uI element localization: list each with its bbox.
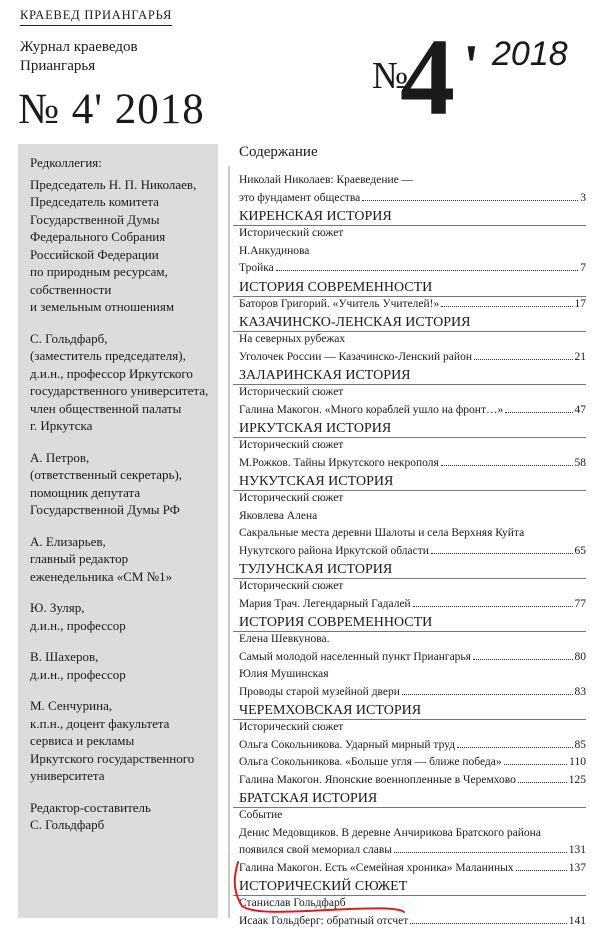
toc-entry bbox=[233, 296, 586, 314]
toc-entry-title: Галина Макогон. «Много кораблей ушло на фронт…» bbox=[239, 402, 503, 420]
toc-entry bbox=[233, 543, 586, 561]
toc-leader-dots bbox=[413, 606, 573, 607]
editorial-line: Государственной Думы РФ bbox=[30, 501, 218, 519]
editorial-line: Федерального Собрания bbox=[30, 228, 218, 246]
toc-leader-dots bbox=[410, 923, 566, 924]
toc-entry-title: Исаак Гольдберг: обратный отсчет bbox=[239, 913, 408, 930]
toc-entry bbox=[233, 754, 586, 772]
editorial-line: г. Иркутска bbox=[30, 417, 218, 435]
toc-entry-title: Ольга Сокольникова. Ударный мирный труд bbox=[239, 737, 455, 755]
toc-entry-title: Уголочек России — Казачинско-Ленский район bbox=[239, 349, 472, 367]
toc-line: Станислав Гольдфарб bbox=[233, 895, 586, 913]
toc-line: Юлия Мушинская bbox=[233, 666, 586, 684]
toc-entry bbox=[233, 260, 586, 278]
toc-line: Николай Николаев: Краеведение — bbox=[233, 172, 586, 190]
editorial-line: главный редактор bbox=[30, 550, 218, 568]
toc-leader-dots bbox=[394, 852, 567, 853]
toc-page-number: 58 bbox=[575, 455, 587, 473]
editorial-line: член общественной палаты bbox=[30, 400, 218, 418]
editorial-line: помощник депутата bbox=[30, 484, 218, 502]
editorial-line: Иркутского государственного bbox=[30, 750, 218, 768]
toc-section-title: ИСТОРИЯ СОВРЕМЕННОСТИ bbox=[233, 615, 586, 631]
editorial-line: по природным ресурсам, bbox=[30, 263, 218, 281]
editorial-member bbox=[30, 330, 218, 435]
issue-year: 2018 bbox=[492, 34, 568, 74]
toc-entry bbox=[233, 842, 586, 860]
toc-entry-title: появился свой мемориал славы bbox=[239, 842, 392, 860]
toc-entry bbox=[233, 190, 586, 208]
toc-entry-title: Проводы старой музейной двери bbox=[239, 684, 400, 702]
toc-leader-dots bbox=[474, 359, 573, 360]
toc-leader-dots bbox=[441, 306, 572, 307]
toc-leader-dots bbox=[276, 270, 578, 271]
toc-line: Исторический сюжет bbox=[233, 225, 586, 243]
toc-page-number: 3 bbox=[580, 190, 586, 208]
editorial-line: собственности bbox=[30, 281, 218, 299]
toc-entry bbox=[233, 455, 586, 473]
editorial-line: государственного университета, bbox=[30, 382, 218, 400]
toc-line: На северных рубежах bbox=[233, 331, 586, 349]
subtitle-line: Журнал краеведов bbox=[20, 38, 138, 57]
toc-section-title: КАЗАЧИНСКО-ЛЕНСКАЯ ИСТОРИЯ bbox=[233, 315, 586, 331]
toc-leader-dots bbox=[431, 553, 573, 554]
toc-page-number: 85 bbox=[575, 737, 587, 755]
editorial-line: Председатель Н. П. Николаев, bbox=[30, 176, 218, 194]
toc-heading: Содержание bbox=[239, 140, 586, 164]
toc-entry bbox=[233, 596, 586, 614]
editorial-member bbox=[30, 176, 218, 316]
editorial-line: С. Гольдфарб, bbox=[30, 330, 218, 348]
toc-page-number: 65 bbox=[575, 543, 587, 561]
editorial-line: (заместитель председателя), bbox=[30, 347, 218, 365]
toc-page-number: 47 bbox=[575, 402, 587, 420]
toc-page-number: 125 bbox=[569, 772, 586, 790]
editorial-line: д.и.н., профессор bbox=[30, 666, 218, 684]
toc-entry-title: М.Рожков. Тайны Иркутского некрополя bbox=[239, 455, 439, 473]
editorial-board-panel bbox=[18, 144, 218, 918]
toc-leader-dots bbox=[402, 694, 573, 695]
toc-section-title: ИСТОРИЯ СОВРЕМЕННОСТИ bbox=[233, 280, 586, 296]
toc-line: Елена Шевкунова. bbox=[233, 631, 586, 649]
toc-line: Исторический сюжет bbox=[233, 578, 586, 596]
toc-entry bbox=[233, 649, 586, 667]
toc-entry bbox=[233, 737, 586, 755]
toc-entry-title: Нукутского района Иркутской области bbox=[239, 543, 429, 561]
toc-entry-title: это фундамент общества bbox=[239, 190, 360, 208]
magazine-brand: КРАЕВЕД ПРИАНГАРЬЯ bbox=[20, 8, 172, 26]
editorial-line: Редактор-составитель bbox=[30, 799, 218, 817]
toc-section-title: КИРЕНСКАЯ ИСТОРИЯ bbox=[233, 209, 586, 225]
toc-page-number: 110 bbox=[569, 754, 586, 772]
toc-section-title: ЧЕРЕМХОВСКАЯ ИСТОРИЯ bbox=[233, 703, 586, 719]
toc-leader-dots bbox=[457, 747, 572, 748]
toc-entry bbox=[233, 349, 586, 367]
toc-section-title: НУКУТСКАЯ ИСТОРИЯ bbox=[233, 474, 586, 490]
toc-page-number: 80 bbox=[575, 649, 587, 667]
column-divider bbox=[228, 166, 230, 918]
toc-section-title: ИСТОРИЧЕСКИЙ СЮЖЕТ bbox=[233, 879, 586, 895]
toc-page-number: 137 bbox=[569, 860, 586, 878]
issue-apostrophe: ' bbox=[463, 36, 480, 96]
toc-section-title: ИРКУТСКАЯ ИСТОРИЯ bbox=[233, 421, 586, 437]
toc-leader-dots bbox=[504, 764, 568, 765]
toc-entry-title: Галина Макогон. Есть «Семейная хроника» Маланиных bbox=[239, 860, 514, 878]
toc-entry-title: Мария Трач. Легендарный Гадалей bbox=[239, 596, 411, 614]
magazine-subtitle bbox=[20, 38, 138, 76]
toc-entry-title: Баторов Григорий. «Учитель Учителей!» bbox=[239, 296, 439, 314]
issue-number: № 4' 2018 bbox=[18, 86, 205, 134]
toc-line: Сакральные места деревни Шалоты и села Верхняя Куйта bbox=[233, 525, 586, 543]
editorial-line: д.и.н., профессор Иркутского bbox=[30, 365, 218, 383]
editorial-member bbox=[30, 697, 218, 785]
toc-line: Исторический сюжет bbox=[233, 719, 586, 737]
editorial-line: и земельным отношениям bbox=[30, 298, 218, 316]
editorial-line: В. Шахеров, bbox=[30, 648, 218, 666]
toc-page-number: 131 bbox=[569, 842, 586, 860]
toc-line: Денис Медовщиков. В деревне Анчирикова Братского района bbox=[233, 825, 586, 843]
editorial-line: М. Сенчурина, bbox=[30, 697, 218, 715]
toc-page-number: 77 bbox=[575, 596, 587, 614]
toc-entry-title: Самый молодой населенный пункт Приангарья bbox=[239, 649, 471, 667]
editorial-member bbox=[30, 449, 218, 519]
toc-leader-dots bbox=[473, 659, 573, 660]
toc-page-number: 21 bbox=[575, 349, 587, 367]
editorial-line: д.и.н., профессор bbox=[30, 617, 218, 635]
toc-page-number: 7 bbox=[580, 260, 586, 278]
toc-entry-title: Тройка bbox=[239, 260, 274, 278]
editorial-line: С. Гольдфарб bbox=[30, 816, 218, 834]
editorial-member bbox=[30, 648, 218, 683]
toc-page-number: 83 bbox=[575, 684, 587, 702]
toc-line: Событие bbox=[233, 807, 586, 825]
toc-line: Н.Анкудинова bbox=[233, 243, 586, 261]
toc-leader-dots bbox=[505, 412, 572, 413]
editorial-line: А. Елизарьев, bbox=[30, 533, 218, 551]
toc-line: Исторический сюжет bbox=[233, 384, 586, 402]
editorial-board-title: Редколлегия: bbox=[30, 154, 218, 172]
toc-page-number: 17 bbox=[575, 296, 587, 314]
editorial-line: Ю. Зуляр, bbox=[30, 599, 218, 617]
editorial-line: Российской Федерации bbox=[30, 246, 218, 264]
toc-leader-dots bbox=[362, 200, 578, 201]
subtitle-line: Приангарья bbox=[20, 57, 138, 76]
toc-entry bbox=[233, 684, 586, 702]
editorial-line: университета bbox=[30, 767, 218, 785]
editorial-line: еженедельника «СМ №1» bbox=[30, 568, 218, 586]
toc-line: Исторический сюжет bbox=[233, 490, 586, 508]
toc-leader-dots bbox=[516, 870, 567, 871]
editorial-line: к.п.н., доцент факультета bbox=[30, 715, 218, 733]
editorial-line: (ответственный секретарь), bbox=[30, 466, 218, 484]
toc-section-title: БРАТСКАЯ ИСТОРИЯ bbox=[233, 791, 586, 807]
table-of-contents bbox=[233, 140, 586, 930]
issue-numero-sign: № bbox=[372, 56, 408, 96]
toc-leader-dots bbox=[518, 782, 567, 783]
toc-entry bbox=[233, 772, 586, 790]
toc-leader-dots bbox=[441, 465, 573, 466]
issue-big-number: 4 bbox=[400, 22, 455, 132]
editorial-line: Государственной Думы bbox=[30, 211, 218, 229]
editorial-line: Председатель комитета bbox=[30, 193, 218, 211]
toc-line: Яковлева Алена bbox=[233, 508, 586, 526]
toc-section-title: ТУЛУНСКАЯ ИСТОРИЯ bbox=[233, 562, 586, 578]
toc-section-title: ЗАЛАРИНСКАЯ ИСТОРИЯ bbox=[233, 368, 586, 384]
toc-entry bbox=[233, 402, 586, 420]
red-underline-annotation bbox=[228, 860, 478, 920]
toc-entry-title: Галина Макогон. Японские военнопленные в Черемхово bbox=[239, 772, 516, 790]
editorial-line: сервиса и рекламы bbox=[30, 732, 218, 750]
editorial-member bbox=[30, 533, 218, 586]
editorial-line: А. Петров, bbox=[30, 449, 218, 467]
toc-page-number: 141 bbox=[569, 913, 586, 930]
toc-entry-title: Ольга Сокольникова. «Больше угля — ближе победа» bbox=[239, 754, 502, 772]
toc-line: Исторический сюжет bbox=[233, 437, 586, 455]
editorial-member bbox=[30, 799, 218, 834]
editorial-member bbox=[30, 599, 218, 634]
